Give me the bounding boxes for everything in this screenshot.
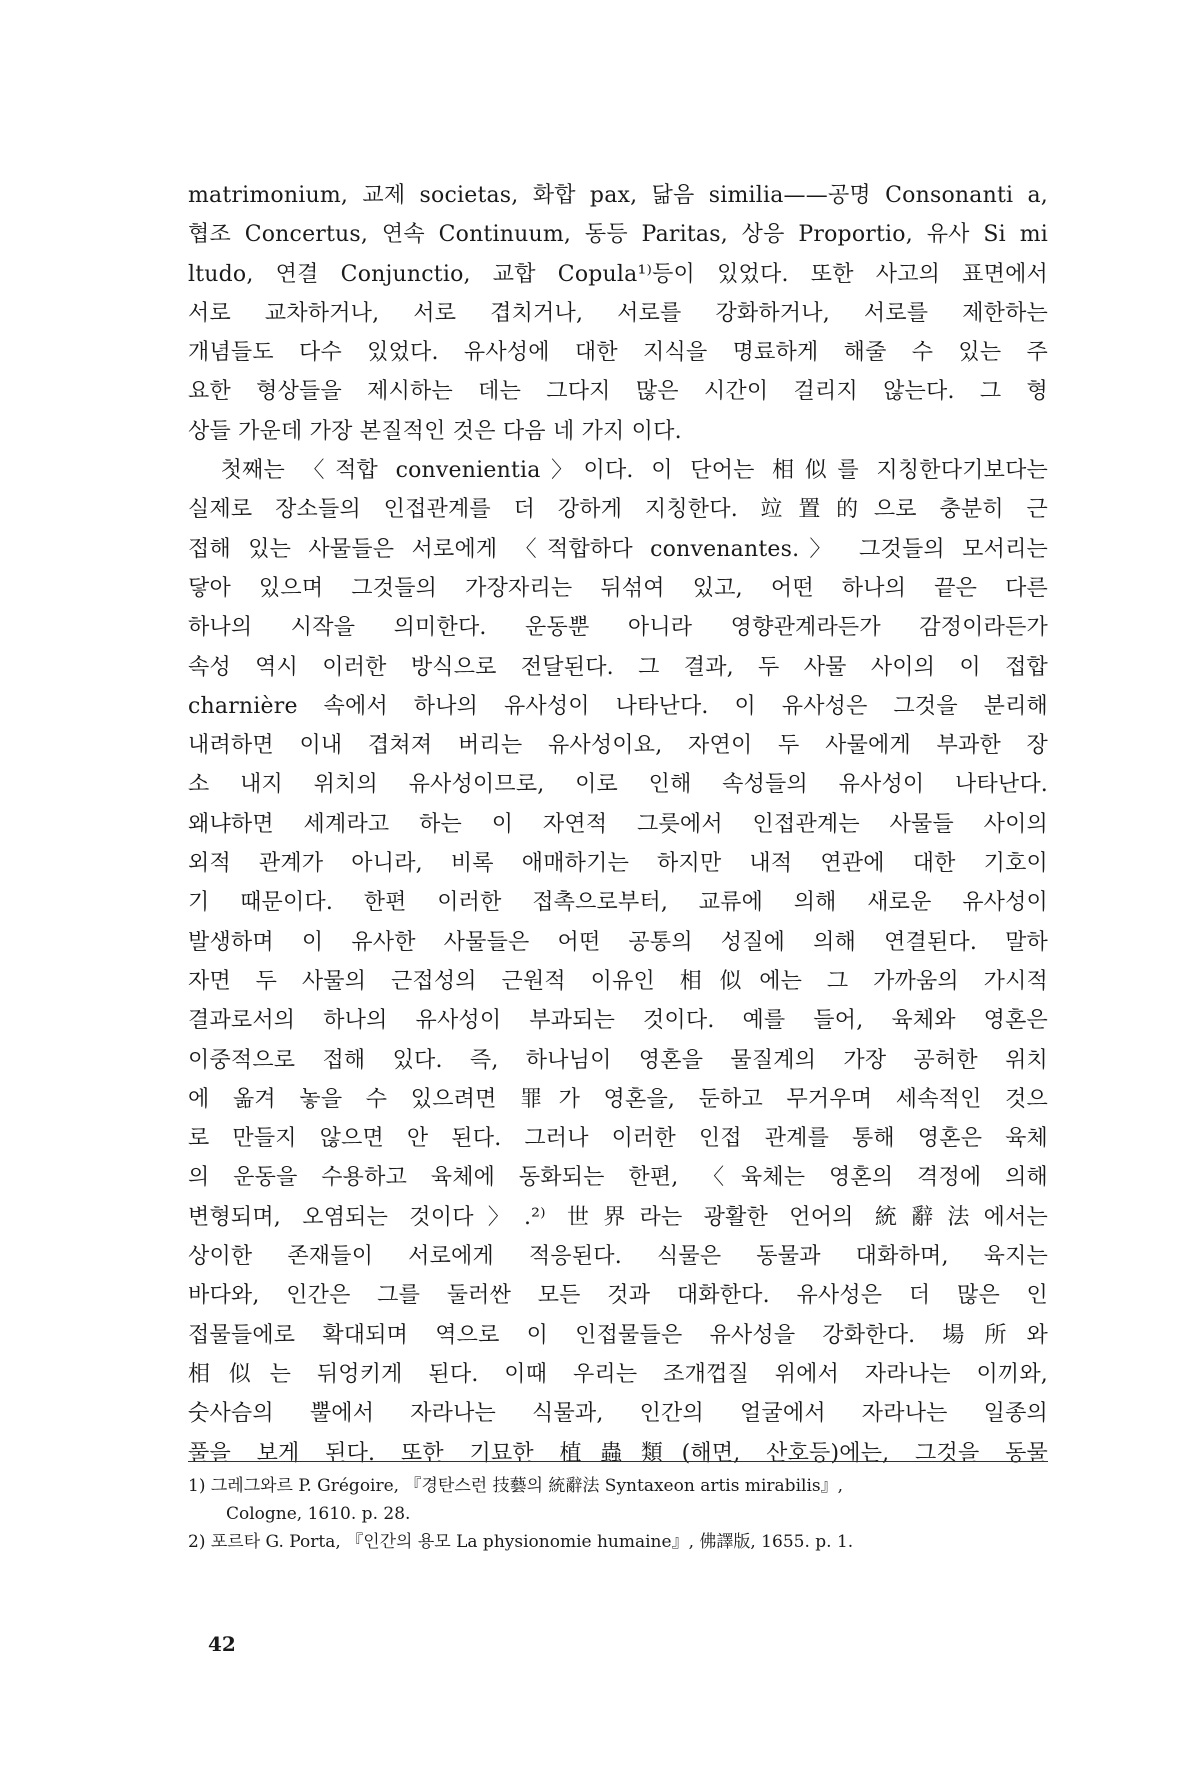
text-line: 접물들에로 확대되며 역으로 이 인접물들은 유사성을 강화한다. 場所와 (188, 1322, 1048, 1348)
text-line: 상이한 존재들이 서로에게 적응된다. 식물은 동물과 대화하며, 육지는 (188, 1244, 1048, 1270)
footnote-1: 1) 그레그와르 P. Grégoire, 『경탄스런 技藝의 統辭法 Syntaxeon artis mirabilis』, (188, 1476, 844, 1496)
text-line: 로 만들지 않으면 안 된다. 그러나 이러한 인접 관계를 통해 영혼은 육체 (188, 1126, 1048, 1152)
text-line: 변형되며, 오염되는 것이다〉.²⁾ 世界라는 광활한 언어의 統辭法에서는 (188, 1204, 1048, 1230)
text-line: 협조 Concertus, 연속 Continuum, 동등 Paritas, 상응 Proportio, 유사 Si mi (188, 222, 1048, 248)
text-line: 풀을 보게 된다. 또한 기묘한 植蟲類(해면, 산호등)에는, 그것을 동물 (188, 1440, 1048, 1466)
text-line: 결과로서의 하나의 유사성이 부과되는 것이다. 예를 들어, 육체와 영혼은 (188, 1008, 1048, 1034)
text-line: 개념들도 다수 있었다. 유사성에 대한 지식을 명료하게 해줄 수 있는 주 (188, 340, 1048, 366)
text-line: 상들 가운데 가장 본질적인 것은 다음 네 가지 이다. (188, 418, 682, 444)
text-line: 내려하면 이내 겹쳐져 버리는 유사성이요, 자연이 두 사물에게 부과한 장 (188, 733, 1048, 759)
text-line: 숫사슴의 뿔에서 자라나는 식물과, 인간의 얼굴에서 자라나는 일종의 (188, 1401, 1048, 1427)
text-line: 의 운동을 수용하고 육체에 동화되는 한편, 〈육체는 영혼의 격정에 의해 (188, 1165, 1048, 1191)
text-line: 이중적으로 접해 있다. 즉, 하나님이 영혼을 물질계의 가장 공허한 위치 (188, 1047, 1048, 1073)
footnote-2: 2) 포르타 G. Porta, 『인간의 용모 La physionomie humaine』, 佛譯版, 1655. p. 1. (188, 1532, 854, 1552)
text-line: ltudo, 연결 Conjunctio, 교합 Copula¹⁾등이 있었다. 또한 사고의 표면에서 (188, 261, 1048, 287)
text-line: 속성 역시 이러한 방식으로 전달된다. 그 결과, 두 사물 사이의 이 접합 (188, 654, 1048, 680)
text-line: 요한 형상들을 제시하는 데는 그다지 많은 시간이 걸리지 않는다. 그 형 (188, 379, 1048, 405)
page-number: 42 (208, 1632, 236, 1656)
footnotes (188, 1461, 1048, 1556)
text-line: 기 때문이다. 한편 이러한 접촉으로부터, 교류에 의해 새로운 유사성이 (188, 890, 1048, 916)
text-line: 첫째는 〈적합 convenientia〉이다. 이 단어는 相似를 지칭한다기보다는 (188, 458, 1048, 484)
text-line: 자면 두 사물의 근접성의 근원적 이유인 相似에는 그 가까움의 가시적 (188, 968, 1048, 994)
text-line: 서로 교차하거나, 서로 겹치거나, 서로를 강화하거나, 서로를 제한하는 (188, 300, 1048, 326)
text-line: 바다와, 인간은 그를 둘러싼 모든 것과 대화한다. 유사성은 더 많은 인 (188, 1283, 1048, 1309)
text-line: 하나의 시작을 의미한다. 운동뿐 아니라 영향관계라든가 감정이라든가 (188, 615, 1048, 641)
text-line: 실제로 장소들의 인접관계를 더 강하게 지칭한다. 竝置的으로 충분히 근 (188, 497, 1048, 523)
text-line: 접해 있는 사물들은 서로에게 〈적합하다 convenantes.〉 그것들의 모서리는 (188, 536, 1048, 562)
page-body (188, 176, 1048, 1473)
text-line: 닿아 있으며 그것들의 가장자리는 뒤섞여 있고, 어떤 하나의 끝은 다른 (188, 575, 1048, 601)
text-line: matrimonium, 교제 societas, 화합 pax, 닮음 similia——공명 Consonanti a, (188, 183, 1048, 208)
body-text (188, 176, 1048, 1473)
text-line: 왜냐하면 세계라고 하는 이 자연적 그릇에서 인접관계는 사물들 사이의 (188, 811, 1048, 837)
text-line: 에 옮겨 놓을 수 있으려면 罪가 영혼을, 둔하고 무거우며 세속적인 것으 (188, 1086, 1048, 1112)
footnote-1-continued: Cologne, 1610. p. 28. (226, 1504, 411, 1524)
text-line: 相似는 뒤엉키게 된다. 이때 우리는 조개껍질 위에서 자라나는 이끼와, (188, 1361, 1048, 1387)
text-line: 발생하며 이 유사한 사물들은 어떤 공통의 성질에 의해 연결된다. 말하 (188, 929, 1048, 955)
text-line: 소 내지 위치의 유사성이므로, 이로 인해 속성들의 유사성이 나타난다. (188, 772, 1048, 798)
text-line: 외적 관계가 아니라, 비록 애매하기는 하지만 내적 연관에 대한 기호이 (188, 851, 1048, 877)
text-line: charnière 속에서 하나의 유사성이 나타난다. 이 유사성은 그것을 분리해 (188, 693, 1048, 719)
